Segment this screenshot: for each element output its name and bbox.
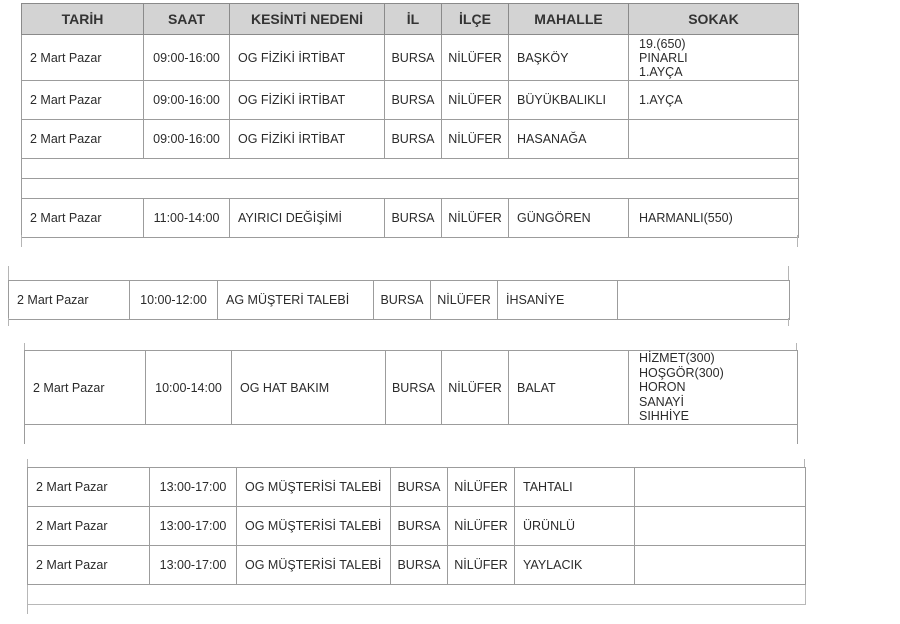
cell-mahalle: İHSANİYE (498, 281, 618, 320)
header-kesinti-nedeni: KESİNTİ NEDENİ (230, 4, 385, 35)
empty-row (22, 179, 799, 199)
cell-mahalle: BÜYÜKBALIKLI (509, 81, 629, 120)
cell-ilce: NİLÜFER (442, 351, 509, 425)
table-edge-line (796, 343, 797, 350)
cell-il: BURSA (385, 199, 442, 238)
cell-ilce: NİLÜFER (442, 120, 509, 159)
cell-date: 2 Mart Pazar (28, 468, 150, 507)
cell-time: 13:00-17:00 (150, 468, 237, 507)
table-edge-line (8, 266, 9, 280)
cell-time: 10:00-14:00 (146, 351, 232, 425)
cell-time: 11:00-14:00 (144, 199, 230, 238)
header-mahalle: MAHALLE (509, 4, 629, 35)
cell-reason: OG MÜŞTERİSİ TALEBİ (237, 507, 391, 546)
street-name: HOŞGÖR(300) (639, 365, 724, 380)
cell-mahalle: BAŞKÖY (509, 35, 629, 81)
header-saat: SAAT (144, 4, 230, 35)
cell-date: 2 Mart Pazar (9, 281, 130, 320)
cell-mahalle: ÜRÜNLÜ (515, 507, 635, 546)
cell-sokak (629, 351, 798, 425)
table-edge-line (27, 459, 28, 467)
street-name: 1.AYÇA (639, 93, 683, 107)
outage-table-section-3 (24, 350, 798, 444)
street-name: HORON (639, 380, 686, 395)
cell-ilce: NİLÜFER (448, 546, 515, 585)
table-header-row (22, 4, 799, 35)
table-edge-line (804, 459, 805, 467)
cell-ilce: NİLÜFER (442, 199, 509, 238)
outage-table-section-2 (8, 280, 790, 320)
cell-reason: OG FİZİKİ İRTİBAT (230, 120, 385, 159)
cell-il: BURSA (391, 507, 448, 546)
cell-time: 10:00-12:00 (130, 281, 218, 320)
outage-table-section-1 (21, 3, 799, 238)
table-row (28, 468, 806, 507)
cell-reason: OG FİZİKİ İRTİBAT (230, 81, 385, 120)
street-name: 19.(650) (639, 36, 686, 51)
cell-date: 2 Mart Pazar (22, 81, 144, 120)
cell-time: 09:00-16:00 (144, 81, 230, 120)
cell-sokak (635, 546, 806, 585)
header-il: İL (385, 4, 442, 35)
cell-il: BURSA (386, 351, 442, 425)
outage-table-section-4 (27, 467, 806, 605)
cell-mahalle: TAHTALI (515, 468, 635, 507)
empty-cell (22, 179, 799, 199)
cell-date: 2 Mart Pazar (22, 35, 144, 81)
cell-mahalle: HASANAĞA (509, 120, 629, 159)
cell-sokak (618, 281, 790, 320)
cell-time: 09:00-16:00 (144, 35, 230, 81)
cell-reason: OG FİZİKİ İRTİBAT (230, 35, 385, 81)
cell-mahalle: BALAT (509, 351, 629, 425)
cell-time: 09:00-16:00 (144, 120, 230, 159)
cell-ilce: NİLÜFER (448, 507, 515, 546)
cell-il: BURSA (391, 468, 448, 507)
empty-row (22, 159, 799, 179)
header-tarih: TARİH (22, 4, 144, 35)
cell-il: BURSA (385, 81, 442, 120)
table-row (25, 351, 798, 425)
cell-date: 2 Mart Pazar (28, 507, 150, 546)
table-edge-line (8, 318, 9, 326)
header-ilce: İLÇE (442, 4, 509, 35)
table-row (28, 507, 806, 546)
table-row (22, 199, 799, 238)
cell-date: 2 Mart Pazar (22, 199, 144, 238)
cell-il: BURSA (385, 35, 442, 81)
street-name: 1.AYÇA (639, 64, 683, 79)
street-name: PINARLI (639, 50, 688, 65)
table-edge-line (788, 266, 789, 280)
cell-sokak (635, 468, 806, 507)
cell-sokak (629, 35, 799, 81)
cell-date: 2 Mart Pazar (22, 120, 144, 159)
table-edge-line (788, 318, 789, 326)
table-edge-line (797, 235, 798, 247)
cell-reason: AYIRICI DEĞİŞİMİ (230, 199, 385, 238)
table-row (22, 35, 799, 81)
cell-sokak (629, 199, 799, 238)
cell-ilce: NİLÜFER (431, 281, 498, 320)
street-name: HİZMET(300) (639, 351, 715, 366)
empty-cell (25, 425, 798, 445)
cell-il: BURSA (374, 281, 431, 320)
table-row (22, 120, 799, 159)
empty-row (25, 425, 798, 445)
cell-sokak (629, 120, 799, 159)
cell-date: 2 Mart Pazar (28, 546, 150, 585)
header-sokak: SOKAK (629, 4, 799, 35)
cell-sokak (635, 507, 806, 546)
cell-date: 2 Mart Pazar (25, 351, 146, 425)
cell-time: 13:00-17:00 (150, 546, 237, 585)
empty-row (28, 585, 806, 605)
cell-ilce: NİLÜFER (448, 468, 515, 507)
cell-il: BURSA (391, 546, 448, 585)
cell-reason: OG MÜŞTERİSİ TALEBİ (237, 468, 391, 507)
cell-mahalle: YAYLACIK (515, 546, 635, 585)
cell-ilce: NİLÜFER (442, 81, 509, 120)
cell-il: BURSA (385, 120, 442, 159)
cell-sokak (629, 81, 799, 120)
street-name: HARMANLI(550) (639, 211, 733, 225)
table-edge-line (21, 235, 22, 247)
street-name: SIHHİYE (639, 409, 690, 424)
table-edge-line (24, 343, 25, 350)
cell-reason: OG MÜŞTERİSİ TALEBİ (237, 546, 391, 585)
cell-mahalle: GÜNGÖREN (509, 199, 629, 238)
empty-cell (28, 585, 806, 605)
empty-cell (22, 159, 799, 179)
cell-time: 13:00-17:00 (150, 507, 237, 546)
table-row (9, 281, 790, 320)
table-edge-line (27, 600, 28, 614)
cell-ilce: NİLÜFER (442, 35, 509, 81)
cell-reason: AG MÜŞTERİ TALEBİ (218, 281, 374, 320)
cell-reason: OG HAT BAKIM (232, 351, 386, 425)
street-name: SANAYİ (639, 394, 684, 409)
table-row (22, 81, 799, 120)
table-row (28, 546, 806, 585)
